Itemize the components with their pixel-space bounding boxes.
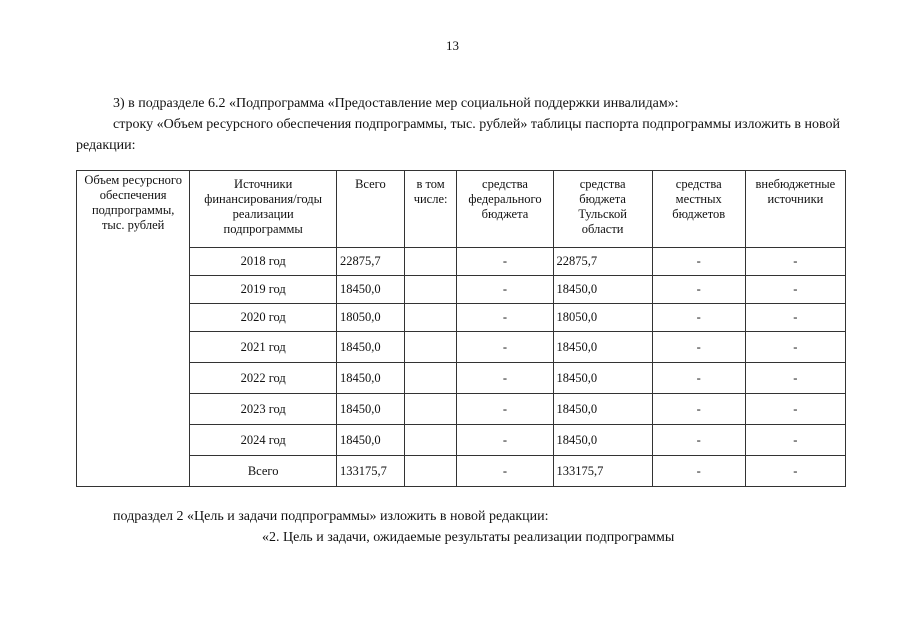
table-row <box>77 425 846 456</box>
column-header: Всего <box>337 171 405 248</box>
column-header: средства бюджета Тульской области <box>553 171 652 248</box>
total-cell: 18450,0 <box>337 425 405 456</box>
empty-cell <box>404 248 457 276</box>
local-cell: - <box>652 304 745 332</box>
local-cell: - <box>652 332 745 363</box>
row-header-cell: Объем ресурсного обеспечения подпрограммы, тыс. рублей <box>77 171 190 487</box>
intro-paragraph-1: 3) в подразделе 6.2 «Подпрограмма «Предоставление мер социальной поддержки инвалидам»: <box>113 96 679 111</box>
empty-cell <box>404 276 457 304</box>
regional-cell: 18450,0 <box>553 394 652 425</box>
outro-paragraph-1: подраздел 2 «Цель и задачи подпрограммы» изложить в новой редакции: <box>113 509 549 524</box>
column-header: в том числе: <box>404 171 457 248</box>
local-cell: - <box>652 276 745 304</box>
federal-cell: - <box>457 276 553 304</box>
regional-cell: 18050,0 <box>553 304 652 332</box>
extra-cell: - <box>745 248 845 276</box>
year-cell: 2022 год <box>190 363 337 394</box>
year-cell: Всего <box>190 456 337 487</box>
extra-cell: - <box>745 276 845 304</box>
regional-cell: 22875,7 <box>553 248 652 276</box>
column-header: Источники финансирования/годы реализации подпрограммы <box>190 171 337 248</box>
page-number: 13 <box>446 38 459 53</box>
year-cell: 2021 год <box>190 332 337 363</box>
year-cell: 2020 год <box>190 304 337 332</box>
regional-cell: 18450,0 <box>553 276 652 304</box>
regional-cell: 18450,0 <box>553 425 652 456</box>
table-row <box>77 332 846 363</box>
local-cell: - <box>652 363 745 394</box>
year-cell: 2024 год <box>190 425 337 456</box>
empty-cell <box>404 425 457 456</box>
total-cell: 18450,0 <box>337 276 405 304</box>
empty-cell <box>404 304 457 332</box>
total-cell: 18450,0 <box>337 394 405 425</box>
extra-cell: - <box>745 304 845 332</box>
column-header: внебюджетные источники <box>745 171 845 248</box>
intro-paragraph-2: строку «Объем ресурсного обеспечения подпрограммы, тыс. рублей» таблицы паспорта подпрограммы изложить в новой редакции: <box>76 117 840 153</box>
local-cell: - <box>652 425 745 456</box>
local-cell: - <box>652 456 745 487</box>
total-cell: 18050,0 <box>337 304 405 332</box>
federal-cell: - <box>457 456 553 487</box>
extra-cell: - <box>745 425 845 456</box>
column-header: средства федерального бюджета <box>457 171 553 248</box>
year-cell: 2019 год <box>190 276 337 304</box>
regional-cell: 18450,0 <box>553 332 652 363</box>
federal-cell: - <box>457 363 553 394</box>
extra-cell: - <box>745 456 845 487</box>
empty-cell <box>404 456 457 487</box>
total-cell: 133175,7 <box>337 456 405 487</box>
federal-cell: - <box>457 248 553 276</box>
table-header-row <box>77 171 846 248</box>
extra-cell: - <box>745 394 845 425</box>
federal-cell: - <box>457 332 553 363</box>
table-total-row <box>77 456 846 487</box>
empty-cell <box>404 363 457 394</box>
extra-cell: - <box>745 363 845 394</box>
empty-cell <box>404 394 457 425</box>
table-row <box>77 363 846 394</box>
regional-cell: 133175,7 <box>553 456 652 487</box>
year-cell: 2018 год <box>190 248 337 276</box>
local-cell: - <box>652 248 745 276</box>
total-cell: 18450,0 <box>337 332 405 363</box>
section-heading: «2. Цель и задачи, ожидаемые результаты реализации подпрограммы <box>262 530 675 545</box>
year-cell: 2023 год <box>190 394 337 425</box>
federal-cell: - <box>457 304 553 332</box>
total-cell: 22875,7 <box>337 248 405 276</box>
federal-cell: - <box>457 394 553 425</box>
table-row <box>77 304 846 332</box>
table-row <box>77 394 846 425</box>
empty-cell <box>404 332 457 363</box>
table-row <box>77 248 846 276</box>
column-header: средства местных бюджетов <box>652 171 745 248</box>
local-cell: - <box>652 394 745 425</box>
resource-table <box>76 170 846 487</box>
table-row <box>77 276 846 304</box>
total-cell: 18450,0 <box>337 363 405 394</box>
federal-cell: - <box>457 425 553 456</box>
regional-cell: 18450,0 <box>553 363 652 394</box>
extra-cell: - <box>745 332 845 363</box>
